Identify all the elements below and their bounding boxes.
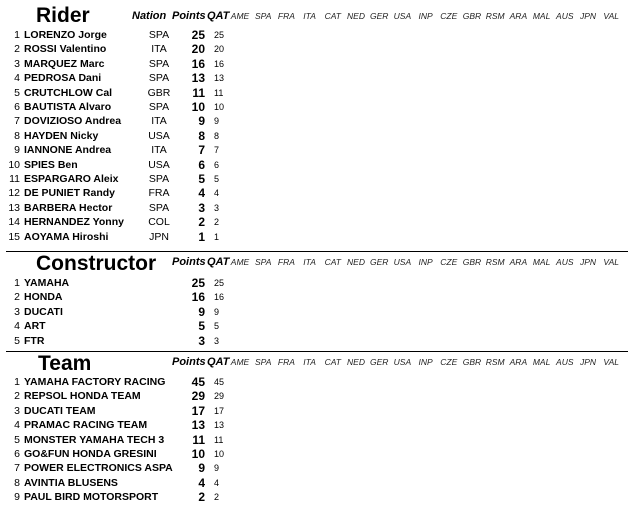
points-cell: 9 — [198, 114, 205, 129]
position-cell: 1 — [14, 29, 20, 41]
table-row — [0, 389, 630, 403]
position-cell: 9 — [14, 491, 20, 504]
name-cell: YAMAHA — [24, 277, 70, 289]
race-header: ITA — [303, 357, 316, 367]
name-cell: BAUTISTA Alvaro — [24, 101, 112, 113]
race-header: GER — [369, 11, 389, 21]
position-cell: 3 — [14, 404, 20, 417]
name-cell: PAUL BIRD MOTORSPORT — [24, 491, 159, 504]
nation-cell: SPA — [148, 29, 170, 41]
position-cell: 4 — [14, 72, 20, 85]
name-cell: HAYDEN Nicky — [24, 129, 99, 142]
name-cell: AVINTIA BLUSENS — [24, 476, 118, 489]
race-header: INP — [418, 11, 433, 21]
position-cell: 10 — [8, 158, 20, 171]
race-header: USA — [393, 357, 412, 367]
qat-header: QAT — [207, 10, 230, 22]
qat-cell: 29 — [214, 391, 225, 402]
nation-cell: FRA — [148, 187, 170, 200]
name-cell: HONDA — [24, 291, 63, 304]
qat-cell: 20 — [214, 44, 225, 55]
points-cell: 5 — [198, 319, 205, 334]
qat-header: QAT — [207, 356, 230, 368]
name-cell: MARQUEZ Marc — [24, 57, 105, 70]
qat-cell: 9 — [214, 463, 220, 474]
position-cell: 1 — [14, 277, 20, 289]
name-cell: GO&FUN HONDA GRESINI — [24, 448, 157, 460]
qat-cell: 4 — [214, 477, 220, 488]
points-header: Points — [172, 10, 206, 22]
name-cell: PEDROSA Dani — [24, 72, 102, 85]
name-cell: AOYAMA Hiroshi — [24, 230, 109, 243]
name-cell: ESPARGARO Aleix — [24, 173, 119, 185]
qat-cell: 9 — [214, 116, 220, 127]
name-cell: ART — [24, 320, 46, 333]
race-header: ARA — [509, 357, 528, 367]
qat-cell: 13 — [214, 73, 225, 84]
name-cell: DUCATI TEAM — [24, 404, 96, 417]
points-cell: 17 — [191, 403, 205, 418]
qat-cell: 13 — [214, 420, 225, 431]
nation-cell: SPA — [148, 173, 170, 185]
qat-cell: 5 — [214, 321, 220, 332]
nation-cell: SPA — [148, 57, 170, 70]
race-header: GER — [369, 357, 389, 367]
race-header: AUS — [556, 11, 574, 21]
position-cell: 15 — [8, 230, 20, 243]
position-cell: 12 — [8, 187, 20, 200]
race-header: AUS — [556, 257, 574, 267]
points-cell: 2 — [198, 215, 205, 230]
points-cell: 9 — [198, 461, 205, 476]
name-cell: BARBERA Hector — [24, 201, 113, 214]
qat-cell: 3 — [214, 335, 220, 346]
name-cell: POWER ELECTRONICS ASPA — [24, 462, 173, 475]
race-header: CZE — [440, 11, 458, 21]
points-cell: 29 — [191, 389, 205, 404]
race-header: VAL — [603, 357, 619, 367]
points-cell: 16 — [191, 290, 205, 305]
points-header: Points — [172, 256, 206, 268]
position-cell: 2 — [14, 43, 20, 56]
qat-cell: 8 — [214, 130, 220, 141]
points-header: Points — [172, 356, 206, 368]
points-cell: 3 — [198, 333, 205, 348]
position-cell: 5 — [14, 433, 20, 446]
points-cell: 4 — [198, 186, 205, 201]
position-cell: 6 — [14, 448, 20, 460]
race-header: INP — [418, 257, 433, 267]
race-header: NED — [347, 11, 365, 21]
race-header: AME — [230, 11, 250, 21]
nation-cell: ITA — [151, 144, 167, 157]
qat-cell: 3 — [214, 202, 220, 213]
race-header: MAL — [532, 357, 551, 367]
points-cell: 11 — [192, 85, 205, 100]
name-cell: DUCATI — [24, 305, 63, 318]
table-row — [0, 461, 630, 475]
nation-cell: SPA — [148, 101, 170, 113]
qat-cell: 17 — [214, 405, 225, 416]
points-cell: 10 — [191, 100, 205, 114]
nation-header: Nation — [132, 10, 167, 22]
race-header: RSM — [485, 257, 505, 267]
race-header: JPN — [579, 11, 597, 21]
race-header: ARA — [509, 257, 528, 267]
qat-cell: 45 — [214, 377, 225, 387]
qat-cell: 2 — [214, 492, 220, 503]
race-header: AME — [230, 257, 250, 267]
race-header: RSM — [485, 11, 505, 21]
name-cell: REPSOL HONDA TEAM — [24, 390, 141, 403]
qat-cell: 9 — [214, 306, 220, 317]
race-header: GBR — [462, 11, 482, 21]
position-cell: 7 — [14, 462, 20, 475]
position-cell: 4 — [14, 419, 20, 432]
points-cell: 4 — [198, 475, 205, 490]
table-row — [0, 476, 630, 490]
race-header: MAL — [532, 11, 551, 21]
position-cell: 6 — [14, 101, 20, 113]
table-row — [0, 490, 630, 504]
position-cell: 1 — [14, 376, 20, 388]
qat-cell: 6 — [214, 159, 220, 170]
qat-cell: 25 — [214, 30, 225, 40]
race-header: ITA — [303, 257, 316, 267]
position-cell: 3 — [14, 57, 20, 70]
points-cell: 13 — [191, 418, 205, 433]
name-cell: YAMAHA FACTORY RACING — [24, 376, 166, 388]
position-cell: 13 — [8, 201, 20, 214]
points-cell: 20 — [191, 42, 205, 57]
points-cell: 25 — [191, 276, 205, 290]
name-cell: DE PUNIET Randy — [24, 187, 116, 200]
race-header: FRA — [277, 357, 295, 367]
position-cell: 9 — [14, 144, 20, 157]
table-row — [0, 447, 630, 461]
position-cell: 5 — [14, 86, 20, 99]
qat-cell: 2 — [214, 217, 220, 228]
race-header: SPA — [254, 11, 272, 21]
position-cell: 3 — [14, 305, 20, 318]
race-header: CZE — [440, 257, 458, 267]
name-cell: CRUTCHLOW Cal — [24, 86, 113, 99]
race-header: FRA — [277, 11, 295, 21]
table-row — [0, 433, 630, 447]
qat-cell: 7 — [214, 145, 220, 156]
qat-cell: 16 — [214, 292, 225, 303]
points-cell: 1 — [198, 229, 205, 244]
race-header: JPN — [579, 257, 597, 267]
name-cell: SPIES Ben — [24, 158, 78, 171]
race-header: GBR — [462, 357, 482, 367]
race-header: USA — [393, 11, 412, 21]
name-cell: PRAMAC RACING TEAM — [24, 419, 148, 432]
race-header: MAL — [532, 257, 551, 267]
name-cell: LORENZO Jorge — [24, 29, 107, 41]
race-header: SPA — [254, 257, 272, 267]
position-cell: 4 — [14, 320, 20, 333]
name-cell: ROSSI Valentino — [24, 43, 107, 56]
position-cell: 8 — [14, 476, 20, 489]
race-header: INP — [418, 357, 433, 367]
nation-cell: JPN — [149, 230, 169, 243]
race-header: NED — [347, 357, 365, 367]
nation-cell: SPA — [148, 72, 170, 85]
qat-cell: 11 — [214, 87, 224, 98]
nation-cell: USA — [148, 129, 170, 142]
nation-cell: COL — [148, 216, 170, 229]
nation-cell: ITA — [151, 43, 167, 56]
points-cell: 13 — [191, 71, 205, 86]
rider-title: Rider — [36, 4, 90, 27]
constructor-title: Constructor — [36, 252, 157, 275]
position-cell: 2 — [14, 390, 20, 403]
race-header: FRA — [277, 257, 295, 267]
name-cell: DOVIZIOSO Andrea — [24, 115, 122, 128]
race-header: GER — [369, 257, 389, 267]
points-cell: 6 — [198, 157, 205, 172]
team-title: Team — [38, 352, 92, 375]
race-header: SPA — [254, 357, 272, 367]
race-header: RSM — [485, 357, 505, 367]
qat-cell: 25 — [214, 278, 225, 288]
qat-cell: 5 — [214, 174, 220, 184]
position-cell: 8 — [14, 129, 20, 142]
race-header: CAT — [324, 357, 341, 367]
nation-cell: ITA — [151, 115, 167, 128]
qat-cell: 4 — [214, 188, 220, 199]
race-header: ARA — [509, 11, 528, 21]
points-cell: 5 — [198, 172, 205, 186]
points-cell: 16 — [191, 56, 205, 71]
table-row — [0, 375, 630, 389]
position-cell: 14 — [8, 216, 20, 229]
name-cell: IANNONE Andrea — [24, 144, 112, 157]
position-cell: 11 — [9, 173, 20, 185]
race-header: JPN — [579, 357, 597, 367]
race-header: CZE — [440, 357, 458, 367]
race-header: GBR — [462, 257, 482, 267]
qat-header: QAT — [207, 256, 230, 268]
name-cell: FTR — [24, 334, 45, 347]
position-cell: 2 — [14, 291, 20, 304]
race-header: ITA — [303, 11, 316, 21]
race-header: VAL — [603, 11, 619, 21]
points-cell: 7 — [198, 143, 205, 158]
points-cell: 10 — [191, 447, 205, 461]
qat-cell: 10 — [214, 102, 225, 112]
race-header: AUS — [556, 357, 574, 367]
points-cell: 11 — [192, 432, 205, 447]
table-row — [0, 418, 630, 432]
race-header: USA — [393, 257, 412, 267]
race-header: AME — [230, 357, 250, 367]
race-header: CAT — [324, 11, 341, 21]
table-row — [0, 404, 630, 418]
qat-cell: 10 — [214, 449, 225, 459]
race-header: VAL — [603, 257, 619, 267]
points-cell: 8 — [198, 128, 205, 143]
qat-cell: 1 — [214, 231, 220, 242]
name-cell: HERNANDEZ Yonny — [24, 216, 124, 229]
race-header: NED — [347, 257, 365, 267]
points-cell: 45 — [191, 375, 205, 389]
nation-cell: GBR — [147, 86, 171, 99]
points-cell: 25 — [191, 28, 205, 42]
nation-cell: USA — [148, 158, 170, 171]
points-cell: 3 — [198, 200, 205, 215]
position-cell: 5 — [14, 334, 20, 347]
qat-cell: 11 — [214, 434, 224, 445]
race-header: CAT — [324, 257, 341, 267]
qat-cell: 16 — [214, 58, 225, 69]
points-cell: 2 — [198, 490, 205, 505]
points-cell: 9 — [198, 304, 205, 319]
nation-cell: SPA — [148, 201, 170, 214]
position-cell: 7 — [14, 115, 20, 128]
name-cell: MONSTER YAMAHA TECH 3 — [24, 433, 165, 446]
